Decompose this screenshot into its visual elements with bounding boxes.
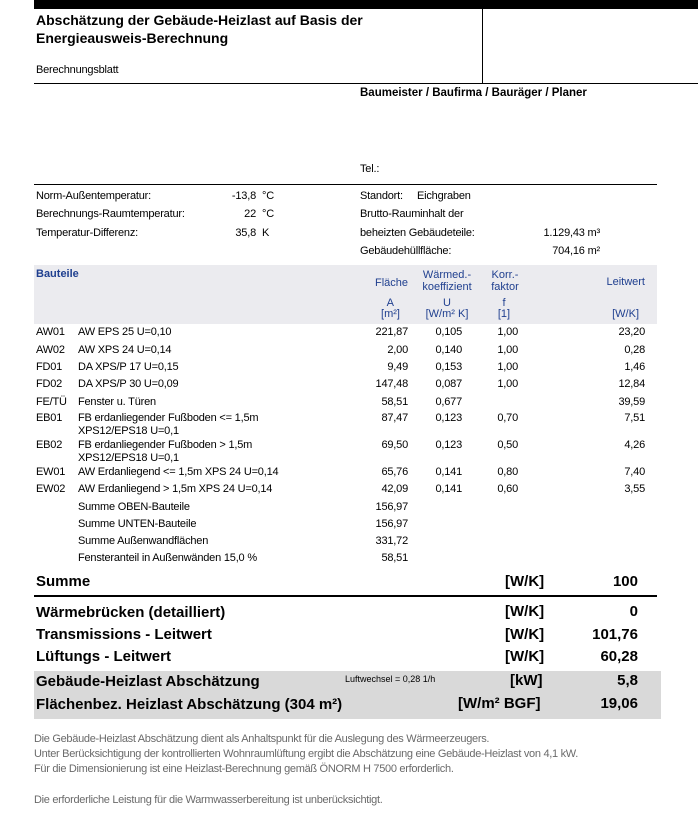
- waerme-symbol: U: [443, 297, 451, 309]
- room-temp-value: 22: [244, 208, 256, 220]
- row-area: 58,51: [381, 396, 408, 408]
- row-code: FE/TÜ: [36, 396, 67, 408]
- room-temp-label: Berechnungs-Raumtemperatur:: [36, 208, 185, 220]
- summe-line: [34, 595, 657, 597]
- summe-value: 100: [612, 573, 638, 590]
- row-code: EB01: [36, 412, 63, 424]
- temp-diff-label: Temperatur-Differenz:: [36, 227, 138, 239]
- row-area: 221,87: [375, 326, 408, 338]
- row-u: 0,153: [435, 361, 462, 373]
- row-f: 0,70: [497, 412, 518, 424]
- row-area: 9,49: [387, 361, 408, 373]
- tl-unit: [W/K]: [505, 626, 545, 643]
- summe-label: Summe: [36, 573, 91, 590]
- row-leitwert: 0,28: [624, 344, 645, 356]
- sum-value: 156,97: [375, 501, 408, 513]
- row-u: 0,677: [435, 396, 462, 408]
- fh-unit: [W/m² BGF]: [458, 695, 541, 712]
- row-leitwert: 12,84: [618, 378, 645, 390]
- title-line-2: Energieausweis-Berechnung: [36, 30, 229, 46]
- row-f: 1,00: [497, 326, 518, 338]
- row-code: AW01: [36, 326, 65, 338]
- standort-label: Standort:: [360, 190, 403, 202]
- wb-unit: [W/K]: [505, 603, 545, 620]
- brutto-label-1: Brutto-Rauminhalt der: [360, 208, 464, 220]
- row-area: 2,00: [387, 344, 408, 356]
- row-leitwert: 7,40: [624, 466, 645, 478]
- cut-title: [36, 0, 40, 7]
- row-f: 1,00: [497, 361, 518, 373]
- waerme-header-1: Wärmed.-: [422, 269, 472, 281]
- temp-diff-value: 35,8: [235, 227, 256, 239]
- fh-value: 19,06: [600, 695, 638, 712]
- row-leitwert: 7,51: [624, 412, 645, 424]
- row-leitwert: 23,20: [618, 326, 645, 338]
- row-code: FD01: [36, 361, 63, 373]
- note-line-3: Für die Dimensionierung ist eine Heizlast-Berechnung gemäß ÖNORM H 7500 erforderlich.: [34, 763, 454, 775]
- wb-label: Wärmebrücken (detailliert): [36, 604, 226, 621]
- row-desc: AW Erdanliegend > 1,5m XPS 24 U=0,14: [78, 483, 273, 495]
- row-code: EB02: [36, 439, 63, 451]
- sum-value: 58,51: [381, 552, 408, 564]
- brutto-label-2: beheizten Gebäudeteile:: [360, 227, 475, 239]
- leitwert-unit: [W/K]: [612, 308, 639, 320]
- norm-temp-value: -13,8: [231, 190, 256, 202]
- flaeche-header: Fläche: [374, 277, 408, 289]
- korr-symbol: f: [502, 297, 506, 309]
- waerme-header-2: koeffizient: [422, 281, 472, 293]
- bauteile-header: Bauteile: [36, 268, 79, 280]
- huelle-label: Gebäudehüllfläche:: [360, 245, 452, 257]
- row-area: 65,76: [381, 466, 408, 478]
- row-u: 0,141: [435, 466, 462, 478]
- row-area: 87,47: [381, 412, 408, 424]
- sum-label: Summe OBEN-Bauteile: [78, 501, 190, 513]
- row-u: 0,141: [435, 483, 462, 495]
- tl-value: 101,76: [592, 626, 638, 643]
- leitwert-header: Leitwert: [606, 276, 645, 288]
- sum-label: Summe UNTEN-Bauteile: [78, 518, 197, 530]
- temp-diff-unit: K: [262, 227, 270, 239]
- norm-temp-unit: °C: [262, 190, 274, 202]
- title-line-1: Abschätzung der Gebäude-Heizlast auf Basis der: [36, 12, 363, 28]
- row-desc: DA XPS/P 30 U=0,09: [78, 378, 179, 390]
- note-line-2: Unter Berücksichtigung der kontrollierten Wohnraumlüftung ergibt die Abschätzung eine Gebäude-Heizlast von 4,1 kW.: [34, 748, 579, 760]
- row-code: EW01: [36, 466, 66, 478]
- row-leitwert: 39,59: [618, 396, 645, 408]
- gh-label: Gebäude-Heizlast Abschätzung: [36, 673, 260, 690]
- gh-value: 5,8: [617, 672, 638, 689]
- norm-temp-label: Norm-Außentemperatur:: [36, 190, 152, 202]
- row-f: 0,80: [497, 466, 518, 478]
- fh-label: Flächenbez. Heizlast Abschätzung (304 m²): [36, 696, 343, 713]
- row-code: EW02: [36, 483, 66, 495]
- row-desc: AW XPS 24 U=0,14: [78, 344, 172, 356]
- ll-value: 60,28: [600, 648, 638, 665]
- gh-unit: [kW]: [510, 672, 543, 689]
- row-f: 0,50: [497, 439, 518, 451]
- header-divider: [482, 9, 483, 83]
- row-desc: FB erdanliegender Fußboden > 1,5m: [78, 439, 253, 451]
- top-border: [34, 0, 698, 9]
- flaeche-symbol: A: [386, 297, 394, 309]
- role-label: Baumeister / Baufirma / Bauräger / Planer: [360, 87, 587, 99]
- row-desc-2: XPS12/EPS18 U=0,1: [78, 425, 179, 437]
- standort-value: Eichgraben: [417, 190, 471, 202]
- row-u: 0,123: [435, 412, 462, 424]
- tl-label: Transmissions - Leitwert: [36, 626, 212, 643]
- ll-unit: [W/K]: [505, 648, 545, 665]
- row-code: AW02: [36, 344, 65, 356]
- row-u: 0,087: [435, 378, 462, 390]
- summe-unit: [W/K]: [505, 573, 545, 590]
- ll-label: Lüftungs - Leitwert: [36, 648, 171, 665]
- row-u: 0,105: [435, 326, 462, 338]
- sheet-label: Berechnungsblatt: [36, 64, 119, 76]
- row-f: 1,00: [497, 344, 518, 356]
- params-top-line: [34, 184, 657, 185]
- row-leitwert: 1,46: [624, 361, 645, 373]
- row-desc: DA XPS/P 17 U=0,15: [78, 361, 179, 373]
- row-leitwert: 4,26: [624, 439, 645, 451]
- row-f: 0,60: [497, 483, 518, 495]
- flaeche-unit: [m²]: [381, 308, 400, 320]
- row-f: 1,00: [497, 378, 518, 390]
- row-code: FD02: [36, 378, 63, 390]
- gh-air-change: Luftwechsel = 0,28 1/h: [345, 674, 436, 684]
- header-bottom-line: [34, 83, 698, 84]
- row-desc: FB erdanliegender Fußboden <= 1,5m: [78, 412, 259, 424]
- row-area: 147,48: [375, 378, 408, 390]
- note-line-4: Die erforderliche Leistung für die Warmwasserbereitung ist unberücksichtigt.: [34, 794, 383, 806]
- row-desc: AW EPS 25 U=0,10: [78, 326, 172, 338]
- korr-header-2: faktor: [491, 281, 519, 293]
- room-temp-unit: °C: [262, 208, 274, 220]
- sum-label: Summe Außenwandflächen: [78, 535, 209, 547]
- sum-value: 156,97: [375, 518, 408, 530]
- korr-header-1: Korr.-: [491, 269, 519, 281]
- row-leitwert: 3,55: [624, 483, 645, 495]
- note-line-1: Die Gebäude-Heizlast Abschätzung dient als Anhaltspunkt für die Auslegung des Wärmeerzeugers.: [34, 733, 490, 745]
- row-desc: Fenster u. Türen: [78, 396, 156, 408]
- huelle-value: 704,16 m²: [552, 245, 600, 257]
- row-area: 42,09: [381, 483, 408, 495]
- brutto-value: 1.129,43 m³: [543, 227, 600, 239]
- waerme-unit: [W/m² K]: [425, 308, 469, 320]
- row-u: 0,123: [435, 439, 462, 451]
- row-area: 69,50: [381, 439, 408, 451]
- row-desc-2: XPS12/EPS18 U=0,1: [78, 452, 179, 464]
- wb-value: 0: [629, 603, 638, 620]
- sum-value: 331,72: [375, 535, 408, 547]
- row-desc: AW Erdanliegend <= 1,5m XPS 24 U=0,14: [78, 466, 279, 478]
- sum-label: Fensteranteil in Außenwänden 15,0 %: [78, 552, 257, 564]
- korr-unit: [1]: [497, 308, 511, 320]
- tel-label: Tel.:: [360, 163, 380, 175]
- row-u: 0,140: [435, 344, 462, 356]
